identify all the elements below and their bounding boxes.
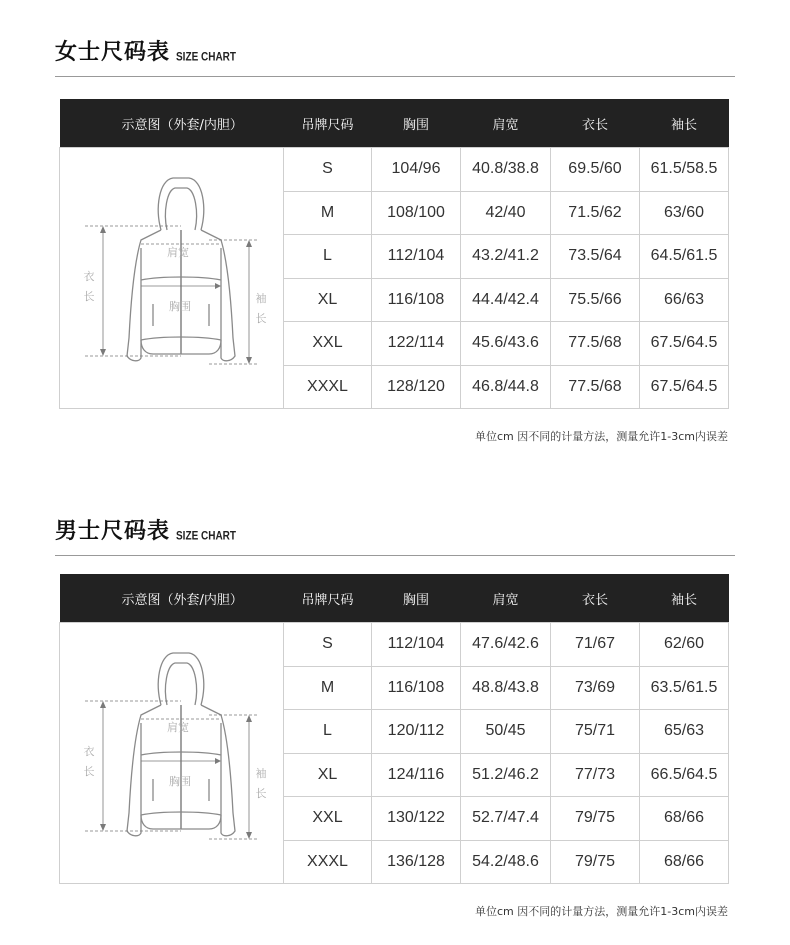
header-sleeve: 袖长 <box>640 99 729 148</box>
cell-length: 71.5/62 <box>551 191 640 235</box>
header-tag-size: 吊牌尺码 <box>284 99 372 148</box>
women-measurement-note: 单位cm 因不同的计量方法，测量允许1-3cm内误差 <box>475 430 728 443</box>
women-title-cn: 女士尺码表 <box>55 40 171 65</box>
header-tag-size: 吊牌尺码 <box>284 574 372 623</box>
cell-length: 77.5/68 <box>551 365 640 409</box>
cell-shoulder: 42/40 <box>461 191 551 235</box>
header-length: 衣长 <box>551 99 640 148</box>
cell-length: 71/67 <box>551 623 640 667</box>
cell-shoulder: 52.7/47.4 <box>461 797 551 841</box>
cell-size: M <box>284 191 372 235</box>
diagram-length-label-1: 衣 <box>83 270 94 283</box>
header-length: 衣长 <box>551 574 640 623</box>
diagram-sleeve-label-1: 袖 <box>255 767 266 780</box>
men-measurement-note: 单位cm 因不同的计量方法，测量允许1-3cm内误差 <box>475 905 728 918</box>
cell-sleeve: 68/66 <box>640 840 729 884</box>
diagram-sleeve-label-2: 长 <box>255 312 266 325</box>
cell-sleeve: 61.5/58.5 <box>640 148 729 192</box>
cell-shoulder: 54.2/48.6 <box>461 840 551 884</box>
cell-shoulder: 45.6/43.6 <box>461 322 551 366</box>
cell-shoulder: 47.6/42.6 <box>461 623 551 667</box>
jacket-diagram-cell <box>60 623 284 884</box>
cell-size: XXXL <box>284 365 372 409</box>
cell-length: 73/69 <box>551 666 640 710</box>
women-header-row <box>60 99 729 148</box>
cell-size: XXL <box>284 797 372 841</box>
cell-chest: 108/100 <box>372 191 461 235</box>
cell-length: 79/75 <box>551 797 640 841</box>
cell-chest: 112/104 <box>372 623 461 667</box>
men-title-en: SIZE CHART <box>176 529 237 544</box>
cell-sleeve: 64.5/61.5 <box>640 235 729 279</box>
cell-length: 77.5/68 <box>551 322 640 366</box>
table-row <box>60 148 729 192</box>
cell-sleeve: 63/60 <box>640 191 729 235</box>
cell-chest: 130/122 <box>372 797 461 841</box>
cell-size: S <box>284 148 372 192</box>
cell-size: M <box>284 666 372 710</box>
cell-length: 79/75 <box>551 840 640 884</box>
cell-chest: 116/108 <box>372 278 461 322</box>
men-size-table <box>59 574 729 884</box>
header-sleeve: 袖长 <box>640 574 729 623</box>
cell-shoulder: 40.8/38.8 <box>461 148 551 192</box>
men-title-rule <box>55 555 735 556</box>
cell-sleeve: 67.5/64.5 <box>640 365 729 409</box>
diagram-length-label-2: 长 <box>83 765 94 778</box>
cell-size: L <box>284 710 372 754</box>
cell-shoulder: 51.2/46.2 <box>461 753 551 797</box>
cell-shoulder: 43.2/41.2 <box>461 235 551 279</box>
header-shoulder: 肩宽 <box>461 99 551 148</box>
cell-sleeve: 63.5/61.5 <box>640 666 729 710</box>
cell-chest: 104/96 <box>372 148 461 192</box>
diagram-length-label-2: 长 <box>83 290 94 303</box>
cell-sleeve: 66/63 <box>640 278 729 322</box>
diagram-shoulder-label: 肩宽 <box>166 721 189 734</box>
diagram-shoulder-label: 肩宽 <box>166 246 189 259</box>
cell-length: 75/71 <box>551 710 640 754</box>
cell-chest: 112/104 <box>372 235 461 279</box>
header-chest: 胸围 <box>372 99 461 148</box>
cell-sleeve: 67.5/64.5 <box>640 322 729 366</box>
cell-sleeve: 66.5/64.5 <box>640 753 729 797</box>
men-title <box>55 519 236 545</box>
women-title-en: SIZE CHART <box>176 50 237 65</box>
jacket-diagram-cell <box>60 148 284 409</box>
header-shoulder: 肩宽 <box>461 574 551 623</box>
women-title-rule <box>55 76 735 77</box>
cell-shoulder: 48.8/43.8 <box>461 666 551 710</box>
men-title-cn: 男士尺码表 <box>55 519 171 544</box>
cell-sleeve: 65/63 <box>640 710 729 754</box>
cell-shoulder: 46.8/44.8 <box>461 365 551 409</box>
diagram-sleeve-label-2: 长 <box>255 787 266 800</box>
cell-sleeve: 68/66 <box>640 797 729 841</box>
header-chest: 胸围 <box>372 574 461 623</box>
header-diagram: 示意图（外套/内胆） <box>60 574 284 623</box>
jacket-diagram <box>61 148 283 408</box>
cell-shoulder: 50/45 <box>461 710 551 754</box>
cell-chest: 136/128 <box>372 840 461 884</box>
cell-sleeve: 62/60 <box>640 623 729 667</box>
cell-length: 77/73 <box>551 753 640 797</box>
cell-size: L <box>284 235 372 279</box>
cell-chest: 116/108 <box>372 666 461 710</box>
cell-size: S <box>284 623 372 667</box>
jacket-diagram <box>61 623 283 883</box>
men-header-row <box>60 574 729 623</box>
cell-size: XXL <box>284 322 372 366</box>
cell-chest: 122/114 <box>372 322 461 366</box>
diagram-chest-label: 胸围 <box>168 775 191 788</box>
diagram-sleeve-label-1: 袖 <box>255 292 266 305</box>
cell-length: 73.5/64 <box>551 235 640 279</box>
women-title <box>55 40 236 66</box>
cell-size: XL <box>284 278 372 322</box>
header-diagram: 示意图（外套/内胆） <box>60 99 284 148</box>
cell-size: XL <box>284 753 372 797</box>
cell-length: 69.5/60 <box>551 148 640 192</box>
table-row <box>60 623 729 667</box>
cell-size: XXXL <box>284 840 372 884</box>
diagram-chest-label: 胸围 <box>168 300 191 313</box>
women-size-table <box>59 99 729 409</box>
diagram-length-label-1: 衣 <box>83 745 94 758</box>
cell-shoulder: 44.4/42.4 <box>461 278 551 322</box>
cell-length: 75.5/66 <box>551 278 640 322</box>
cell-chest: 124/116 <box>372 753 461 797</box>
cell-chest: 120/112 <box>372 710 461 754</box>
cell-chest: 128/120 <box>372 365 461 409</box>
